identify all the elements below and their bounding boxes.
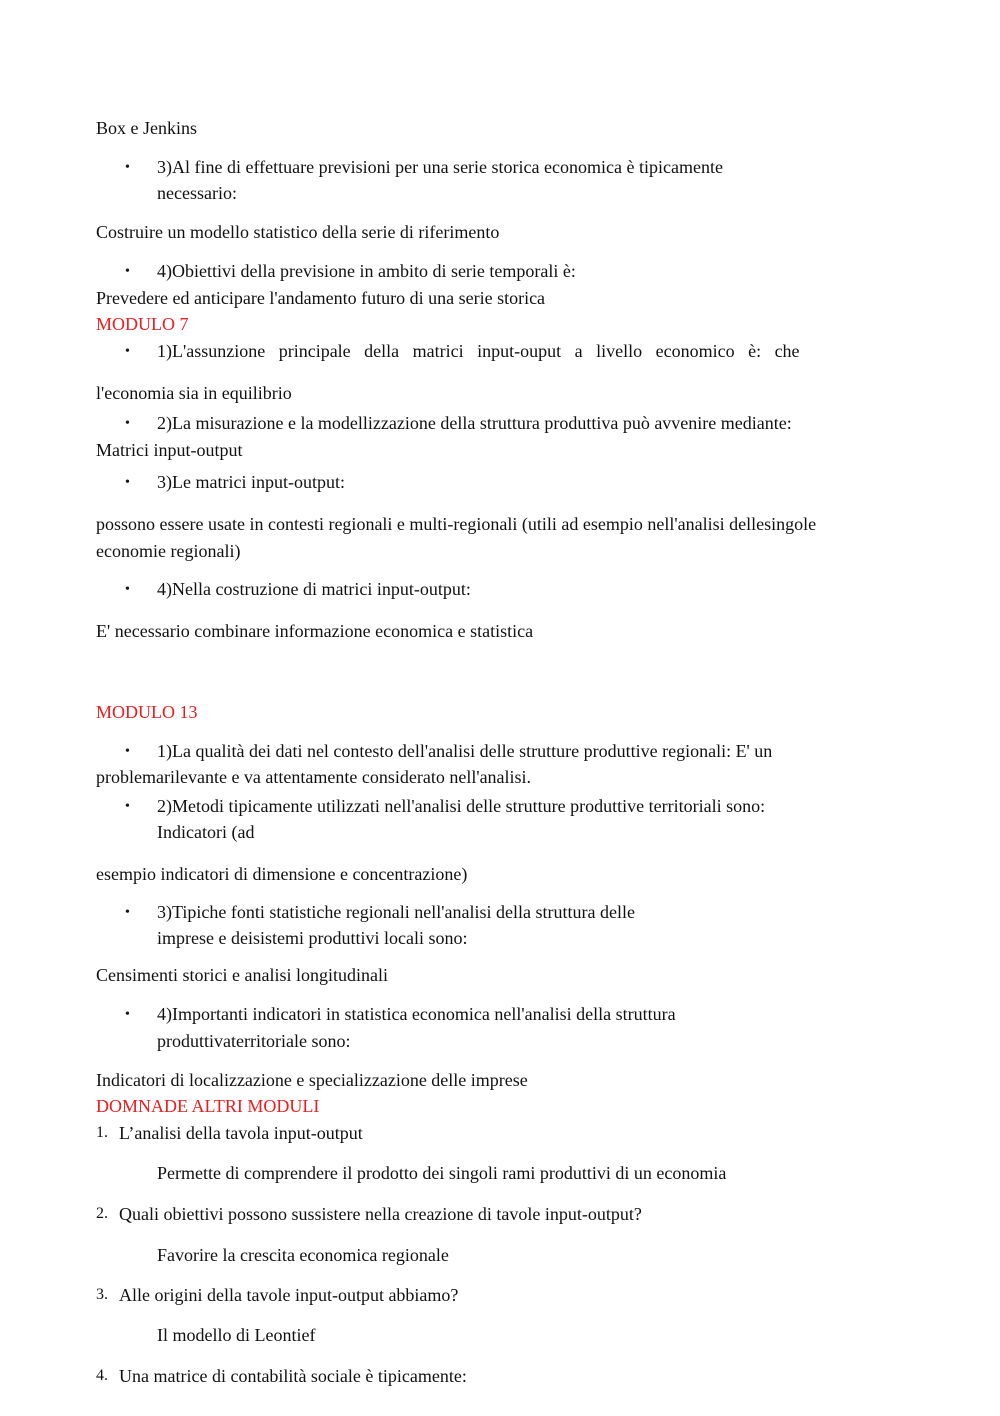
bullet: •: [125, 416, 130, 431]
question-text: Indicatori (ad: [157, 822, 255, 842]
bullet: •: [125, 475, 130, 490]
question-text: 3)Tipiche fonti statistiche regionali nell'analisi della struttura delle: [157, 902, 635, 922]
answer-text: possono essere usate in contesti regionali e multi-regionali (utili ad esempio nell'analisi dellesingole: [96, 514, 817, 534]
question-text: necessario:: [157, 183, 237, 203]
list-number: 3.: [96, 1286, 108, 1303]
list-number: 1.: [96, 1124, 108, 1141]
answer-text: E' necessario combinare informazione economica e statistica: [96, 621, 534, 641]
list-answer: Permette di comprendere il prodotto dei singoli rami produttivi di un economia: [157, 1163, 727, 1183]
answer-text: Costruire un modello statistico della serie di riferimento: [96, 222, 500, 242]
question-text: imprese e deisistemi produttivi locali sono:: [157, 928, 468, 948]
answer-text: l'economia sia in equilibrio: [96, 383, 292, 403]
question-text: 2)La misurazione e la modellizzazione della struttura produttiva può avvenire mediante:: [157, 413, 792, 433]
question-text: problemarilevante e va attentamente considerato nell'analisi.: [96, 767, 532, 787]
section-heading-altri-moduli: DOMNADE ALTRI MODULI: [96, 1096, 320, 1116]
text-line: Box e Jenkins: [96, 118, 197, 138]
question-text: 3)Al fine di effettuare previsioni per una serie storica economica è tipicamente: [157, 157, 723, 177]
question-text: 4)Obiettivi della previsione in ambito di serie temporali è:: [157, 261, 576, 281]
question-text: 2)Metodi tipicamente utilizzati nell'analisi delle strutture produttive territoriali sono:: [157, 796, 766, 816]
answer-text: Censimenti storici e analisi longitudinali: [96, 965, 388, 985]
answer-text: Matrici input-output: [96, 440, 243, 460]
list-answer: Favorire la crescita economica regionale: [157, 1245, 449, 1265]
list-question: Alle origini della tavole input-output abbiamo?: [119, 1285, 459, 1305]
answer-text: esempio indicatori di dimensione e concentrazione): [96, 864, 468, 884]
list-number: 2.: [96, 1205, 108, 1222]
section-heading-modulo-13: MODULO 13: [96, 702, 198, 722]
list-number: 4.: [96, 1367, 108, 1384]
question-text: 1)La qualità dei dati nel contesto dell'analisi delle strutture produttive regionali: E' un: [157, 741, 773, 761]
bullet: •: [125, 744, 130, 759]
list-question: Una matrice di contabilità sociale è tipicamente:: [119, 1366, 467, 1386]
section-heading-modulo-7: MODULO 7: [96, 314, 189, 334]
bullet: •: [125, 1007, 130, 1022]
bullet: •: [125, 905, 130, 920]
bullet: •: [125, 160, 130, 175]
list-question: L’analisi della tavola input-output: [119, 1123, 363, 1143]
question-text: produttivaterritoriale sono:: [157, 1031, 351, 1051]
question-text: 4)Nella costruzione di matrici input-output:: [157, 579, 471, 599]
answer-text: Prevedere ed anticipare l'andamento futuro di una serie storica: [96, 288, 546, 308]
bullet: •: [125, 582, 130, 597]
list-answer: Il modello di Leontief: [157, 1325, 316, 1345]
list-question: Quali obiettivi possono sussistere nella creazione di tavole input-output?: [119, 1204, 642, 1224]
question-text: 1)L'assunzione principale della matrici input-ouput a livello economico è: che: [157, 341, 800, 361]
question-text: 4)Importanti indicatori in statistica economica nell'analisi della struttura: [157, 1004, 676, 1024]
question-text: 3)Le matrici input-output:: [157, 472, 345, 492]
bullet: •: [125, 799, 130, 814]
answer-text: economie regionali): [96, 541, 241, 561]
answer-text: Indicatori di localizzazione e specializzazione delle imprese: [96, 1070, 528, 1090]
bullet: •: [125, 264, 130, 279]
bullet: •: [125, 344, 130, 359]
